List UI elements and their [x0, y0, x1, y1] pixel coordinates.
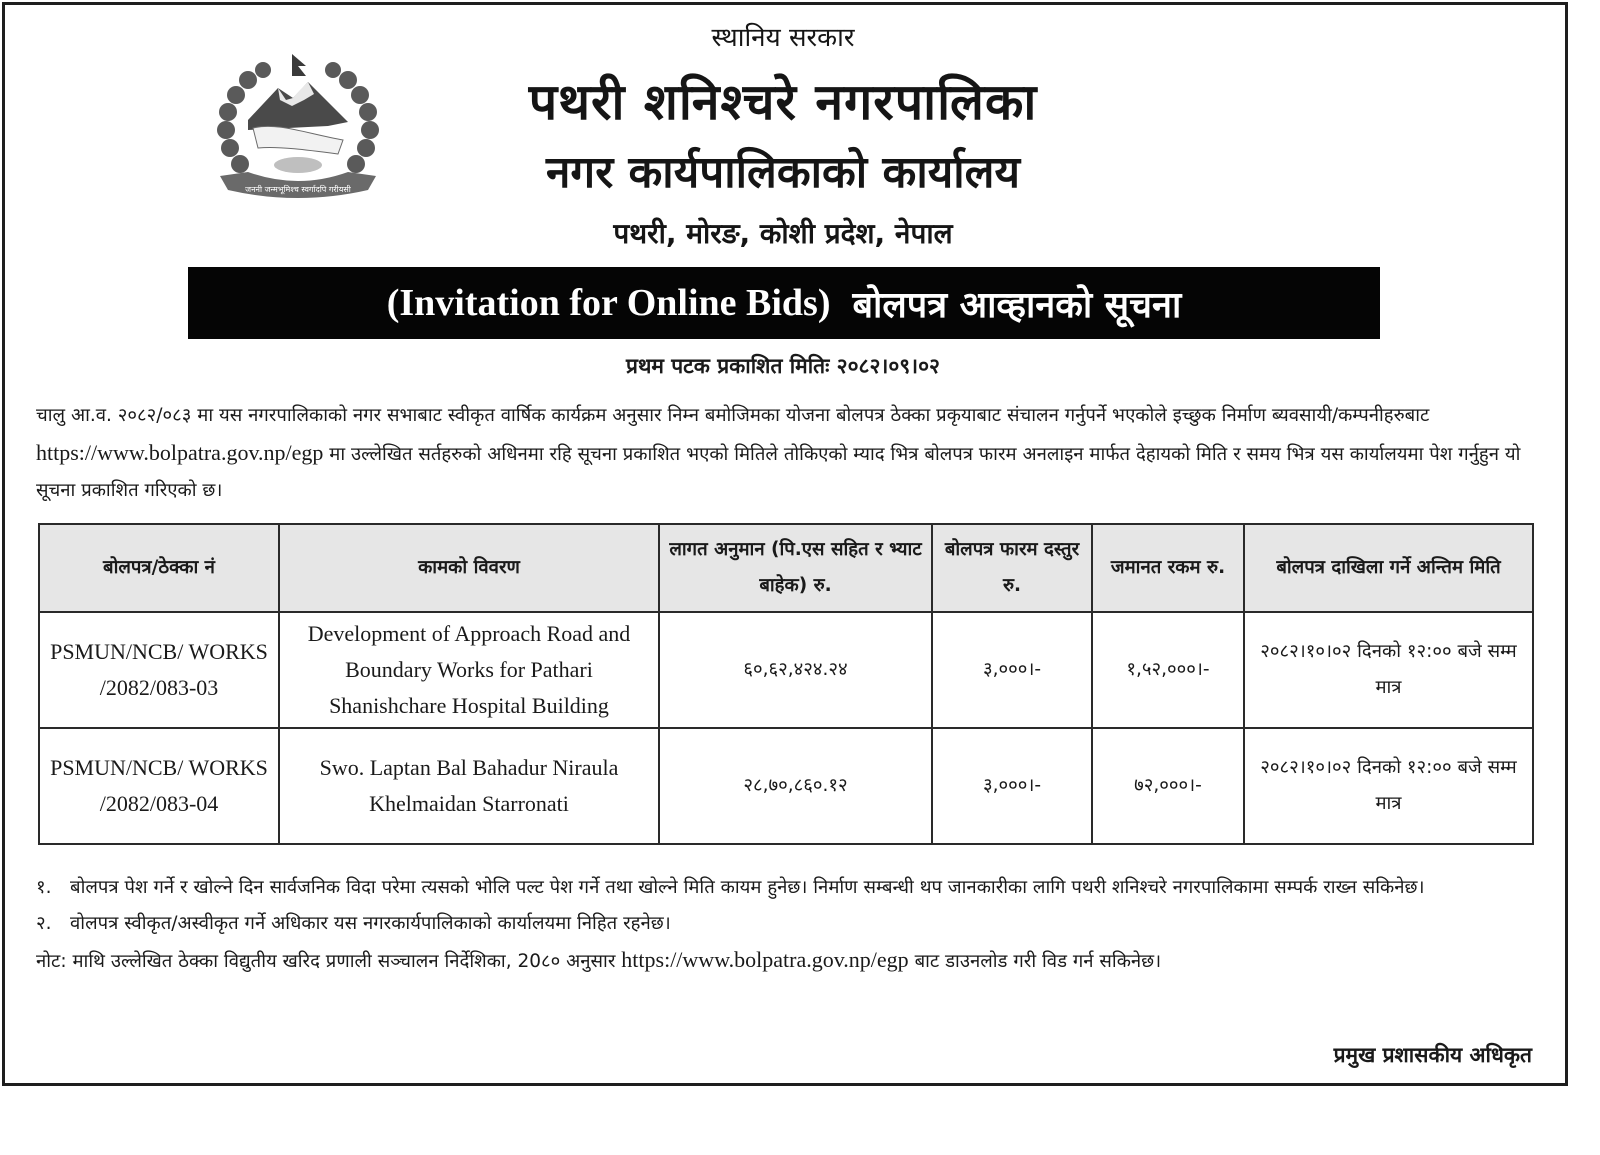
bids-table: [38, 523, 1534, 845]
footnote-bolpatra-link[interactable]: https://www.bolpatra.gov.np/egp: [621, 947, 909, 972]
notice-title-banner: [188, 267, 1380, 339]
table-row: [39, 612, 1533, 728]
cell-bid-security: ७२,०००।-: [1092, 728, 1244, 844]
table-row: [39, 728, 1533, 844]
intro-paragraph: [36, 398, 1536, 510]
cell-deadline: २०८२।१०।०२ दिनको १२:०० बजे सम्म मात्र: [1244, 612, 1533, 728]
col-header-form-fee: बोलपत्र फारम दस्तुर रु.: [932, 524, 1092, 612]
footnote-text-1: नोट: माथि उल्लेखित ठेक्का विद्युतीय खरिद प्रणाली सञ्चालन निर्देशिका, 20८० अनुसार: [36, 951, 622, 972]
footnote: [36, 942, 1536, 980]
emblem-motto: जननी जन्मभूमिश्च स्वर्गादपि गरीयसी: [245, 185, 351, 194]
note-item: [36, 870, 1536, 906]
col-header-deadline: बोलपत्र दाखिला गर्ने अन्तिम मिति: [1244, 524, 1533, 612]
cell-description: Swo. Laptan Bal Bahadur Niraula Khelmaidan Starronati: [279, 728, 659, 844]
office-address: पथरी, मोरङ, कोशी प्रदेश, नेपाल: [613, 217, 953, 250]
col-header-bid-security: जमानत रकम रु.: [1092, 524, 1244, 612]
cell-contract-no: PSMUN/NCB/ WORKS /2082/083-04: [39, 728, 279, 844]
municipality-name: पथरी शनिश्चरे नगरपालिका: [528, 73, 1038, 131]
cell-cost-estimate: २८,७०,८६०.१२: [659, 728, 932, 844]
signatory-title: प्रमुख प्रशासकीय अधिकृत: [1333, 1043, 1532, 1067]
col-header-cost-estimate: लागत अनुमान (पि.एस सहित र भ्याट बाहेक) रु.: [659, 524, 932, 612]
notes-section: [36, 870, 1536, 980]
col-header-contract-no: बोलपत्र/ठेक्का नं: [39, 524, 279, 612]
cell-bid-security: १,५२,०००।-: [1092, 612, 1244, 728]
col-header-description: कामको विवरण: [279, 524, 659, 612]
office-name: नगर कार्यपालिकाको कार्यालय: [546, 147, 1020, 198]
cell-deadline: २०८२।१०।०२ दिनको १२:०० बजे सम्म मात्र: [1244, 728, 1533, 844]
intro-text-1: चालु आ.व. २०८२/०८३ मा यस नगरपालिकाको नगर सभाबाट स्वीकृत वार्षिक कार्यक्रम अनुसार निम्न बमोजिमका योजना बोलपत्र ठेक्का प्रकृयाबाट संचालन गर्नुपर्ने भएकोले इच्छुक निर्माण ब्यवसायी/कम्पनीहरुबाट: [36, 405, 1430, 426]
note-text: वोलपत्र स्वीकृत/अस्वीकृत गर्ने अधिकार यस नगरकार्यपालिकाको कार्यालयमा निहित रहनेछ।: [70, 913, 671, 934]
first-published-date: प्रथम पटक प्रकाशित मितिः २०८२।०९।०२: [626, 354, 940, 378]
banner-title-np: बोलपत्र आव्हानको सूचना: [852, 284, 1182, 326]
note-item: [36, 906, 1536, 942]
cell-cost-estimate: ६०,६२,४२४.२४: [659, 612, 932, 728]
note-number: १.: [36, 877, 52, 898]
cell-form-fee: ३,०००।-: [932, 728, 1092, 844]
banner-title-en: (Invitation for Online Bids): [386, 282, 831, 324]
cell-contract-no: PSMUN/NCB/ WORKS /2082/083-03: [39, 612, 279, 728]
note-text: बोलपत्र पेश गर्ने र खोल्ने दिन सार्वजनिक विदा परेमा त्यसको भोलि पल्ट पेश गर्ने तथा खोल्ने मिति कायम हुनेछ। निर्माण सम्बन्धी थप जानकारीका लागि पथरी शनिश्चरे नगरपालिकामा सम्पर्क राख्न सकिनेछ।: [70, 877, 1425, 898]
footnote-text-2: बाट डाउनलोड गरी विड गर्न सकिनेछ।: [908, 951, 1162, 972]
cell-form-fee: ३,०००।-: [932, 612, 1092, 728]
cell-description: Development of Approach Road and Boundary Works for Pathari Shanishchare Hospital Building: [279, 612, 659, 728]
note-number: २.: [36, 913, 52, 934]
intro-text-2: मा उल्लेखित सर्तहरुको अधिनमा रहि सूचना प्रकाशित भएको मितिले तोकिएको म्याद भित्र बोलपत्र फारम अनलाइन मार्फत देहायको मिति र समय भित्र यस कार्यालयमा पेश गर्नुहुन यो सूचना प्रकाशित गरिएको छ।: [36, 443, 1521, 501]
local-government-label: स्थानिय सरकार: [711, 23, 855, 53]
table-header-row: [39, 524, 1533, 612]
intro-bolpatra-link[interactable]: https://www.bolpatra.gov.np/egp: [36, 439, 324, 465]
